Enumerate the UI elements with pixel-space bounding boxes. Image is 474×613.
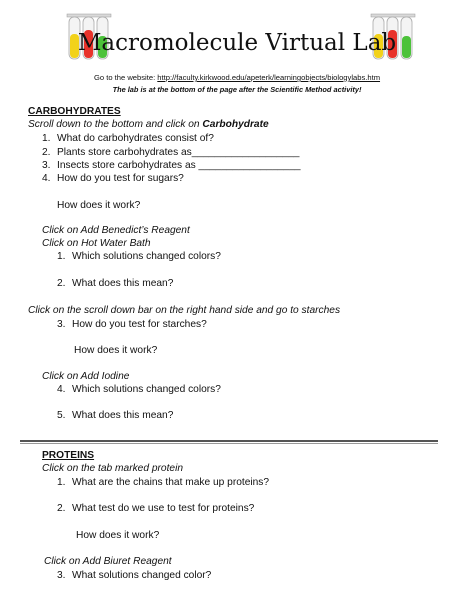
page-title: Macromolecule Virtual Lab [77,30,397,56]
click-iodine: Click on Add Iodine [42,371,130,382]
website-line [0,73,474,82]
click-hot-water: Click on Hot Water Bath [42,238,151,249]
click-biuret: Click on Add Biuret Reagent [44,556,172,567]
list-item: 4. How do you test for sugars? [42,173,184,184]
instruction-prefix: Scroll down to the bottom and click on [28,119,203,130]
scroll-instruction: Click on the scroll down bar on the right hand side and go to starches [28,305,341,316]
section-divider-thin [20,443,438,444]
list-item: 1. What are the chains that make up proteins? [57,477,270,488]
website-note: The lab is at the bottom of the page after the Scientific Method activity! [112,85,362,94]
list-item: 2. What does this mean? [57,278,174,289]
how-works-sugars: How does it work? [57,200,141,211]
proteins-instruction: Click on the tab marked protein [42,463,183,474]
list-item: 3. What solutions changed color? [57,570,212,581]
carbohydrates-heading: CARBOHYDRATES [28,106,121,117]
section-divider [20,440,438,442]
list-item: 1. What do carbohydrates consist of? [42,133,214,144]
list-item: 3. How do you test for starches? [57,319,207,330]
list-item: 1. Which solutions changed colors? [57,251,221,262]
list-item: 4. Which solutions changed colors? [57,384,221,395]
website-prefix: Go to the website: [93,73,158,82]
list-item: 2. Plants store carbohydrates as___________________ [42,147,300,158]
website-link[interactable]: http://faculty.kirkwood.edu/apeterk/learningobjects/biologylabs.htm [157,73,381,82]
instruction-bold: Carbohydrate [202,119,269,130]
list-item: 2. What test do we use to test for proteins? [57,503,255,514]
carbohydrates-instruction [28,119,269,130]
list-item: 3. Insects store carbohydrates as __________________ [42,160,301,171]
how-works-proteins: How does it work? [76,530,160,541]
click-benedicts: Click on Add Benedict’s Reagent [42,225,190,236]
list-item: 5. What does this mean? [57,410,174,421]
proteins-heading: PROTEINS [42,450,95,461]
how-works-starches: How does it work? [74,345,158,356]
